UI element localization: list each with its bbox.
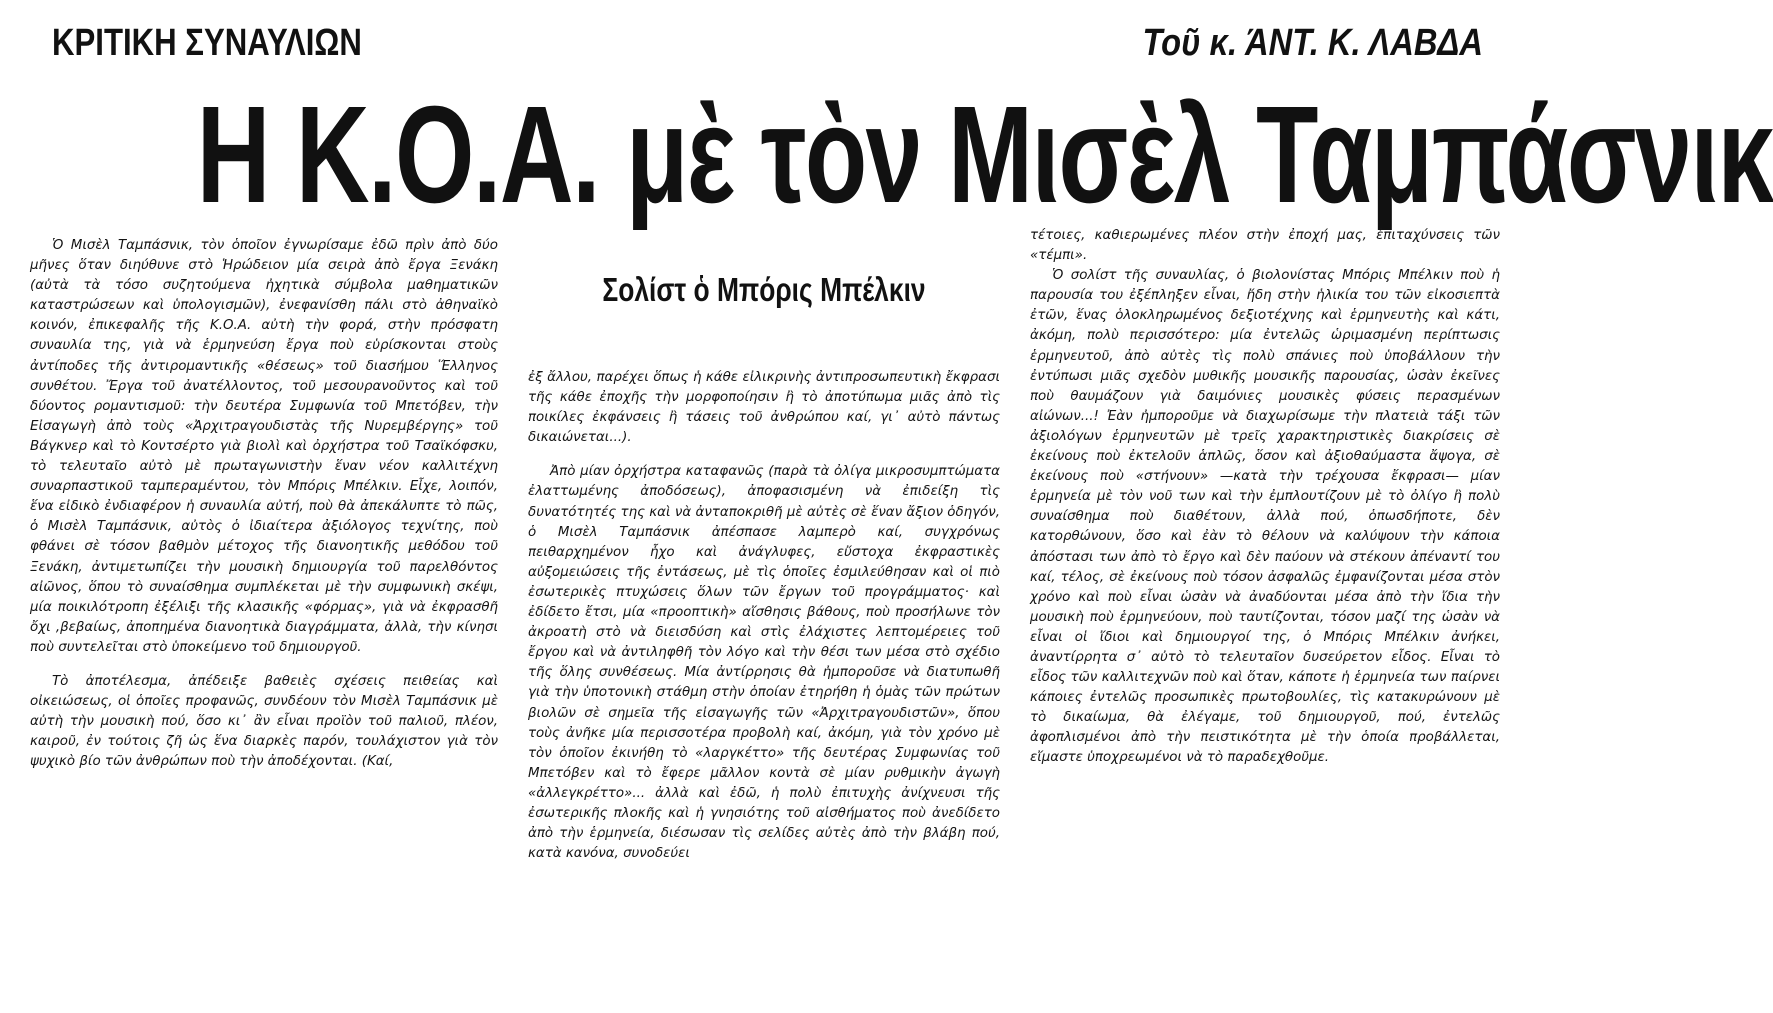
paragraph: Τὸ ἀποτέλεσμα, ἀπέδειξε βαθειὲς σχέσεις πειθείας καὶ οἰκειώσεως, οἱ ὁποῖες προφανῶς, συνδέουν τὸν Μισὲλ Ταμπάσνικ μὲ αὐτὴ τὴν μουσικὴ πού, ὅσο κι᾽ ἂν εἶναι προϊὸν τοῦ παλιοῦ, πλέον, καιροῦ, ἐν τούτοις ζῆ ὡς ἕνα διαρκὲς παρόν, τουλάχιστον γιὰ τὸν ψυχικὸ βίο τῶν ἀνθρώπων ποὺ τὴν ἀποδέχονται. (Καί, [30,673,498,770]
article-column-2 [528,368,1000,864]
paragraph: Ὁ σολίστ τῆς συναυλίας, ὁ βιολονίστας Μπόρις Μπέλκιν ποὺ ἡ παρουσία του ἐξέπληξεν εἶναι, ἤδη στὴν ἡλικία του τῶν εἰκοσιεπτὰ ἐτῶν, ἕνας ὁλοκληρωμένος δεξιοτέχνης καὶ ἑρμηνευτὴς καὶ κάτι, ἀκόμη, πολὺ περισσότερο: μία ἐντελῶς ὡριμασμένη περίπτωσις ἑρμηνευτοῦ, ἀπὸ αὐτὲς τὶς πολὺ σπάνιες ποὺ ὑποβάλλουν τὴν ἐντύπωσι μιᾶς σχεδὸν μυθικῆς μουσικῆς παρουσίας, ὡσὰν ἐκεῖνες ποὺ θαυμάζουν γιὰ δαιμόνιες μουσικὲς φύσεις περασμένων αἰώνων...! Ἐὰν ἠμποροῦμε νὰ διαχωρίσωμε τὴν πλατειὰ τάξι τῶν ἀξιολόγων ἑρμηνευτῶν μὲ τρεῖς χαρακτηριστικὲς διακρίσεις σὲ ἐκείνους ποὺ ἐκτελοῦν ἁπλῶς, ὅσον καὶ ἀξιοθαύμαστα ἄψογα, σὲ ἐκείνους ποὺ «στήνουν» —κατὰ τὴν τρέχουσα ἔκφρασι— μίαν ἑρμηνεία μὲ τὸν νοῦ των καὶ τὴν ἐμπλουτίζουν μὲ τὸ ὀλίγο ἢ πολὺ συναίσθημα ποὺ διαθέτουν, ἀλλὰ πού, ὁπωσδήποτε, δὲν κατορθώνουν, ὅσο καὶ ἐὰν τὸ θέλουν νὰ καλύψουν τὴν κάποια ἀπόστασι των ἀπὸ τὸ ἔργο καὶ δὲν παύουν νὰ στέκουν ἀπέναντί του καί, τέλος, σὲ ἐκείνους ποὺ τόσον ἀσφαλῶς ἐμφανίζονται μέσα στὸν χρόνο καὶ ποὺ εἶναι ὡσὰν νὰ ἀναδύονται μέσα ἀπὸ τὴν ἴδια τὴν μουσικὴ ποὺ ἑρμηνεύουν, ποὺ ταυτίζονται, τόσον μαζί της ὡσὰν νὰ εἶναι οἱ ἴδιοι καὶ δημιουργοί της, ὁ Μπόρις Μπέλκιν ἀνήκει, ἀναντίρρητα σ᾽ αὐτὸ τὸ τελευταῖον δυσεύρετον εἶδος. Εἶναι τὸ εἶδος τῶν καλλιτεχνῶν ποὺ καὶ ὅταν, κάποτε ἡ ἑρμηνεία των παίρνει κάποιες ἐντελῶς προσωπικὲς πρωτοβουλίες, τὶς κατακυρώνουν μὲ τὸ δικαίωμα, θὰ ἐλέγαμε, τοῦ δημιουργοῦ, πού, ἐντελῶς ἀφοπλισμένοι ἀπὸ τὴν πειστικότητα μὲ τὴν ὁποία προβάλλεται, εἴμαστε ὑποχρεωμένοι νὰ τὸ παραδεχθοῦμε. [1030,268,1500,766]
article-column-1 [30,236,498,772]
byline: Τοῦ κ. ΆΝΤ. Κ. ΛΑΒΔΑ [1142,22,1483,64]
paragraph: τέτοιες, καθιερωμένες πλέον στὴν ἐποχή μας, ἐπιταχύνσεις τῶν «τέμπι». [1030,228,1500,264]
section-kicker: ΚΡΙΤΙΚΗ ΣΥΝΑΥΛΙΩΝ [52,22,362,64]
headline: Η Κ.Ο.Α. μὲ τὸν Μισὲλ Ταμπάσνικ [196,78,1773,232]
paragraph: Ὁ Μισὲλ Ταμπάσνικ, τὸν ὁποῖον ἐγνωρίσαμε ἐδῶ πρὶν ἀπὸ δύο μῆνες ὅταν διηύθυνε στὸ Ἡρώδειον μία σειρὰ ἀπὸ ἔργα Ξενάκη (αὐτὰ τὰ τόσο συζητούμενα ἠχητικὰ σύμβολα μαθηματικῶν καταστρώσεων καὶ ὑπολογισμῶν), ἐνεφανίσθη πάλι στὸ ἀθηναϊκὸ κοινόν, ἐπικεφαλῆς τῆς Κ.Ο.Α. αὐτὴ τὴν φορά, στὴν πρόσφατη συναυλία της, γιὰ νὰ ἑρμηνεύση ἔργα ποὺ εὑρίσκονται στοὺς ἀντίποδες τῆς ἀντιρομαντικῆς «θέσεως» τοῦ διασήμου Ἕλληνος συνθέτου. Ἔργα τοῦ ἀνατέλλοντος, τοῦ μεσουρανοῦντος καὶ τοῦ δύοντος ρομαντισμοῦ: τὴν δευτέρα Συμφωνία τοῦ Μπετόβεν, τὴν Εἰσαγωγὴ ἀπὸ τοὺς «Ἀρχιτραγουδιστὰς τῆς Νυρεμβέργης» τοῦ Βάγκνερ καὶ τὸ Κοντσέρτο γιὰ βιολὶ καὶ ὀρχήστρα τοῦ Τσαϊκόφσκυ, τὸ τελευταῖο αὐτὸ μὲ πρωταγωνιστὴν ἕναν νέον καλλιτέχνη συναρπαστικοῦ ταμπεραμέντου, τὸν Μπόρις Μπέλκιν. Εἶχε, λοιπόν, ἕνα εἰδικὸ ἐνδιαφέρον ἡ συναυλία αὐτή, ποὺ θὰ ἀπεκάλυπτε τὸ πῶς, ὁ Μισὲλ Ταμπάσνικ, αὐτὸς ὁ ἰδιαίτερα ἀξιόλογος τεχνίτης, ποὺ φθάνει σὲ τόσον βαθμὸν μέτοχος τῆς διανοητικῆς μεθόδου τοῦ Ξενάκη, ἀντιμετωπίζει τὴν μουσικὴ δημιουργία τοῦ παρελθόντος αἰῶνος, ὅπου τὸ συναίσθημα συμπλέκεται μὲ τὴν συμφωνικὴ σκέψι, μία ποικιλότροπη ἐξέλιξι τῆς κλασικῆς «φόρμας», γιὰ νὰ ἐκφρασθῆ ὄχι ,βεβαίως, ἀποπημένα διανοητικὰ διαγράμματα, ἀλλὰ, τὴν κίνησι ποὺ συντελεῖται στὸ ὑποκείμενο τοῦ δημιουργοῦ. [30,238,498,655]
subheading: Σολίστ ὁ Μπόρις Μπέλκιν [602,271,926,308]
article-column-3 [1030,226,1500,769]
paragraph: ἐξ ἄλλου, παρέχει ὅπως ἡ κάθε εἰλικρινὴς ἀντιπροσωπευτικὴ ἔκφρασι τῆς κάθε ἐποχῆς τὴν μορφοποίησιν ἢ τὸ ἀποτύπωμα μιᾶς ἀπὸ τὶς ποικίλες ἐκφάνσεις ἢ τάσεις τοῦ ἀνθρώπου καί, γι᾽ αὐτὸ πάντως δικαιώνεται...). [528,370,1000,446]
paragraph: Ἀπὸ μίαν ὀρχήστρα καταφανῶς (παρὰ τὰ ὀλίγα μικροσυμπτώματα ἐλαττωμένης ἀποδόσεως), ἀποφασισμένη νὰ ἐπιδείξη τὶς δυνατότητές της καὶ νὰ ἀνταποκριθῆ μὲ αὐτὲς σὲ ἕναν ἄξιον ὁδηγόν, ὁ Μισὲλ Ταμπάσνικ ἀπέσπασε λαμπερὸ καί, συγχρόνως πειθαρχημένον ἦχο καὶ ἀνάγλυφες, εὔστοχα ἐκφραστικὲς αὐξομειώσεις τῆς ἐντάσεως, μὲ τὶς ὁποῖες ἐσμιλεύθησαν καὶ οἱ πιὸ ἐσωτερικὲς πτυχώσεις ὅλων τῶν ἔργων τοῦ προγράμματος· καὶ ἐδίδετο ἔτσι, μία «προοπτικὴ» αἴσθησις βάθους, ποὺ προσήλωνε τὸν ἀκροατὴ στὸ νὰ διεισδύση καὶ στὶς ἐλάχιστες λεπτομέρειες τοῦ ἔργου καὶ νὰ ἀντιληφθῆ τὸν λόγο καὶ τὴν θέσι των μέσα στὸ σχέδιο τῆς ὅλης συνθέσεως. Μία ἀντίρρησις θὰ ἠμποροῦσε νὰ διατυπωθῆ γιὰ τὴν ὑποτονικὴ στάθμη στὴν ὁποίαν ἐτηρήθη ἡ ὁμὰς τῶν πρώτων βιολῶν σὲ σημεῖα τῆς εἰσαγωγῆς τῶν «Ἀρχιτραγουδιστῶν», ὅπου τοὺς ἀνῆκε μία περισσοτέρα προβολὴ καί, ἀκόμη, γιὰ τὸν χρόνο μὲ τὸν ὁποῖον ἐκινήθη τὸ «λαργκέττο» τῆς δευτέρας Συμφωνίας τοῦ Μπετόβεν καὶ τὸ ἔφερε μᾶλλον κοντὰ σὲ μίαν ρυθμικὴν ἀγωγὴ «ἀλλεγκρέττο»... ἀλλὰ καὶ ἐδῶ, ἡ πολὺ ἐπιτυχὴς ἀνίχνευσι τῆς ἐσωτερικῆς πλοκῆς καὶ ἡ γνησιότης τοῦ αἰσθήματος ποὺ ἀνεδίδετο ἀπὸ τὴν ἑρμηνεία, διέσωσαν τὶς σελίδες αὐτὲς ἀπὸ τὴν βλάβη πού, κατὰ κανόνα, συνοδεύει [528,464,1000,862]
